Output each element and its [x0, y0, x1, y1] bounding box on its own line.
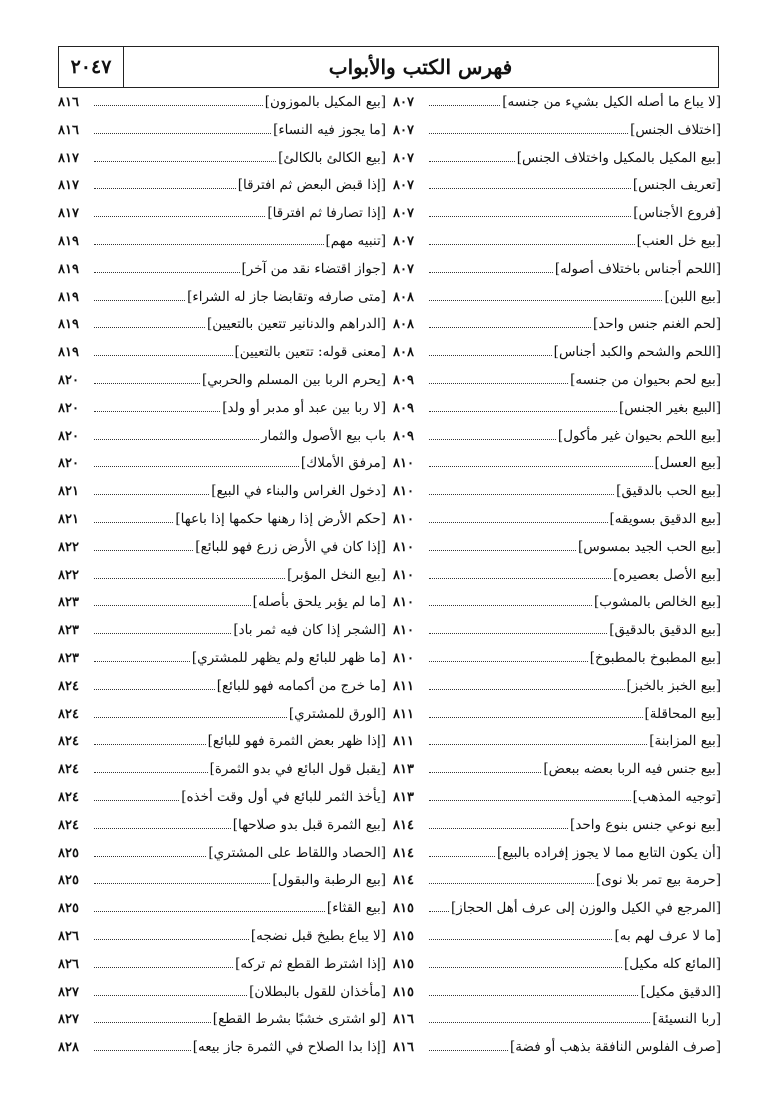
index-entry [393, 316, 721, 344]
index-entry [393, 1039, 721, 1067]
dot-leader [94, 967, 233, 968]
entry-page-number: ٨٠٧ [393, 122, 414, 138]
entry-page-number: ٨١١ [393, 678, 414, 694]
entry-title: [بيع لحم بحيوان من جنسه] [570, 371, 721, 388]
entry-title: [بيع خل العنب] [636, 232, 721, 249]
entry-title: [اختلاف الجنس] [630, 121, 721, 138]
dot-leader [429, 828, 568, 829]
entry-page-number: ٨١٥ [393, 928, 414, 944]
dot-leader [429, 1050, 508, 1051]
entry-page-number: ٨٢٧ [58, 1012, 79, 1028]
entry-page-number: ٨٢٥ [58, 901, 79, 917]
dot-leader [429, 883, 594, 884]
index-entry [58, 817, 386, 845]
entry-page-number: ٨٢٤ [58, 762, 79, 778]
entry-title: [بيع الخالص بالمشوب] [594, 594, 721, 611]
entry-page-number: ٨٢٠ [58, 400, 79, 416]
entry-page-number: ٨١٠ [393, 595, 414, 611]
entry-title: [البيع بغير الجنس] [619, 399, 721, 416]
index-entry [393, 94, 721, 122]
index-entry [393, 372, 721, 400]
index-entry [393, 261, 721, 289]
entry-page-number: ٨٠٩ [393, 372, 414, 388]
entry-title: [الدراهم والدنانير تتعين بالتعيين] [206, 316, 386, 333]
index-entry [58, 344, 386, 372]
entry-page-number: ٨٢٤ [58, 678, 79, 694]
dot-leader [429, 939, 612, 940]
dot-leader [429, 188, 631, 189]
entry-title: [إذا اشترط القطع ثم تركه] [235, 955, 386, 972]
entry-title: [مأخذان للقول بالبطلان] [249, 983, 386, 1000]
index-entry [393, 733, 721, 761]
entry-title: [ما خرج من أكمامه فهو للبائع] [216, 677, 386, 694]
entry-title: [إذا ظهر بعض الثمرة فهو للبائع] [207, 733, 386, 750]
entry-title: [الدقيق مكيل] [640, 983, 721, 1000]
dot-leader [94, 800, 179, 801]
index-entry [58, 733, 386, 761]
entry-title: [بيع اللحم بحيوان غير مأكول] [557, 427, 721, 444]
dot-leader [429, 272, 553, 273]
entry-page-number: ٨٢٢ [58, 539, 79, 555]
index-entry [58, 177, 386, 205]
entry-page-number: ٨١٥ [393, 901, 414, 917]
entry-title: [بيع المكيل بالموزون] [264, 94, 386, 110]
entry-page-number: ٨٢٤ [58, 789, 79, 805]
index-entry [58, 372, 386, 400]
entry-page-number: ٨٠٧ [393, 95, 414, 110]
entry-title: [بيع الكالئ بالكالئ] [278, 149, 386, 166]
index-entry [58, 928, 386, 956]
entry-page-number: ٨١٧ [58, 150, 79, 166]
dot-leader [429, 605, 592, 606]
dot-leader [429, 300, 662, 301]
index-entry [58, 956, 386, 984]
dot-leader [429, 800, 631, 801]
entry-title: [الشجر إذا كان فيه ثمر باد] [233, 622, 386, 639]
entry-title: [بيع الحب الجيد بمسوس] [577, 538, 721, 555]
entry-page-number: ٨١٠ [393, 623, 414, 639]
entry-title: [ما لم يؤبر يلحق بأصله] [252, 594, 386, 611]
index-entry [58, 567, 386, 595]
index-entry [393, 205, 721, 233]
entry-page-number: ٨١٩ [58, 289, 79, 305]
entry-title: [بيع الدقيق بسويقه] [609, 510, 721, 527]
entry-page-number: ٨٠٩ [393, 400, 414, 416]
entry-title: [بيع نوعي جنس بنوع واحد] [570, 816, 721, 833]
dot-leader [429, 494, 614, 495]
dot-leader [429, 911, 449, 912]
entry-page-number: ٨١٥ [393, 984, 414, 1000]
entry-title: [إذا قبض البعض ثم افترقا] [237, 177, 386, 194]
index-entry [58, 122, 386, 150]
entry-page-number: ٨١٩ [58, 317, 79, 333]
dot-leader [429, 967, 622, 968]
index-entry [393, 594, 721, 622]
entry-page-number: ٨٠٧ [393, 178, 414, 194]
index-entry [393, 483, 721, 511]
entry-title: [اللحم أجناس باختلاف أصوله] [554, 260, 721, 277]
dot-leader [429, 1022, 650, 1023]
dot-leader [429, 995, 638, 996]
index-entry [58, 233, 386, 261]
entry-title: [المائع كله مكيل] [624, 955, 721, 972]
dot-leader [429, 383, 568, 384]
entry-title: [اللحم والشحم والكبد أجناس] [553, 344, 721, 361]
index-entry [393, 344, 721, 372]
entry-page-number: ٨٢٣ [58, 623, 79, 639]
entry-title: [بيع الأصل بعصيره] [613, 566, 721, 583]
dot-leader [429, 522, 608, 523]
index-entry [58, 845, 386, 873]
entry-page-number: ٨١٠ [393, 567, 414, 583]
index-entry [393, 928, 721, 956]
index-entry [393, 539, 721, 567]
entry-title: [بيع اللبن] [664, 288, 721, 305]
dot-leader [94, 161, 276, 162]
dot-leader [429, 439, 556, 440]
index-entry [393, 956, 721, 984]
dot-leader [429, 244, 635, 245]
entry-title: [صرف الفلوس النافقة بذهب أو فضة] [510, 1039, 721, 1056]
entry-page-number: ٨٠٨ [393, 289, 414, 305]
dot-leader [94, 272, 240, 273]
dot-leader [94, 883, 270, 884]
entry-title: [يأخذ الثمر للبائع في أول وقت أخذه] [181, 788, 386, 805]
entry-title: [بيع المطبوخ بالمطبوخ] [589, 649, 721, 666]
index-entry [393, 150, 721, 178]
entry-page-number: ٨٢١ [58, 484, 79, 500]
entry-page-number: ٨١٠ [393, 456, 414, 472]
entry-title: [إذا تصارفا ثم افترقا] [267, 205, 386, 222]
index-entry [393, 817, 721, 845]
dot-leader [94, 717, 287, 718]
entry-page-number: ٨٢٥ [58, 845, 79, 861]
entry-page-number: ٨١٠ [393, 484, 414, 500]
index-entry [58, 650, 386, 678]
index-entry [393, 289, 721, 317]
dot-leader [94, 995, 247, 996]
entry-title: [الحصاد واللقاط على المشتري] [208, 844, 386, 861]
index-entry [58, 289, 386, 317]
entry-page-number: ٨١٤ [393, 845, 414, 861]
entry-title: [بيع الثمرة قبل بدو صلاحها] [232, 816, 386, 833]
dot-leader [429, 661, 588, 662]
entry-title: [يحرم الربا بين المسلم والحربي] [202, 371, 386, 388]
entry-title: [بيع العسل] [654, 455, 721, 472]
index-entry [393, 706, 721, 734]
entry-page-number: ٨١٧ [58, 178, 79, 194]
entry-page-number: ٨١١ [393, 734, 414, 750]
dot-leader [94, 439, 259, 440]
dot-leader [94, 856, 206, 857]
entry-title: [بيع النخل المؤبر] [287, 566, 386, 583]
page-title: فهرس الكتب والأبواب [328, 55, 513, 79]
dot-leader [429, 856, 495, 857]
entry-title: [الورق للمشتري] [288, 705, 386, 722]
entry-page-number: ٨١٩ [58, 345, 79, 361]
entry-page-number: ٨٢٣ [58, 595, 79, 611]
entry-page-number: ٨١٤ [393, 873, 414, 889]
entry-title: [فروع الأجناس] [633, 205, 721, 222]
entry-page-number: ٨١٠ [393, 539, 414, 555]
dot-leader [94, 300, 185, 301]
dot-leader [94, 466, 299, 467]
entry-title: [بيع جنس فيه الربا بعضه ببعض] [543, 761, 721, 778]
index-entry [58, 761, 386, 789]
entry-page-number: ٨٢٨ [58, 1040, 79, 1056]
index-entry [58, 1039, 386, 1067]
dot-leader [429, 411, 617, 412]
index-entry [393, 400, 721, 428]
entry-page-number: ٨٠٩ [393, 428, 414, 444]
dot-leader [429, 744, 647, 745]
index-entry [58, 94, 386, 122]
entry-page-number: ٨١٩ [58, 261, 79, 277]
dot-leader [429, 327, 591, 328]
index-entry [393, 789, 721, 817]
entry-page-number: ٨١٣ [393, 789, 414, 805]
index-entry [58, 261, 386, 289]
dot-leader [94, 355, 233, 356]
entry-title: [تعريف الجنس] [632, 177, 721, 194]
dot-leader [429, 772, 541, 773]
index-entry [58, 622, 386, 650]
dot-leader [94, 911, 325, 912]
entry-title: [لا ربا بين عبد أو مدبر أو ولد] [222, 399, 386, 416]
entry-page-number: ٨٠٧ [393, 206, 414, 222]
entry-page-number: ٨٠٨ [393, 345, 414, 361]
dot-leader [94, 744, 206, 745]
index-entry [393, 650, 721, 678]
entry-page-number: ٨١٩ [58, 233, 79, 249]
page-header [58, 46, 719, 88]
dot-leader [94, 1022, 211, 1023]
entry-title: [ما لا عرف لهم به] [614, 927, 721, 944]
entry-title: [توجيه المذهب] [632, 788, 721, 805]
index-entry [58, 789, 386, 817]
index-entry [58, 539, 386, 567]
index-entry [393, 845, 721, 873]
entry-page-number: ٨١٦ [393, 1040, 414, 1056]
dot-leader [94, 105, 263, 106]
entry-page-number: ٨٢٣ [58, 650, 79, 666]
entry-title: [تنبيه مهم] [325, 232, 386, 249]
dot-leader [94, 216, 265, 217]
entry-title: [أن يكون التابع مما لا يجوز إفراده بالبيع] [497, 844, 721, 861]
dot-leader [94, 411, 220, 412]
index-entry [393, 428, 721, 456]
entry-title: [إذا بدا الصلاح في الثمرة جاز بيعه] [192, 1039, 386, 1056]
dot-leader [429, 161, 515, 162]
entry-page-number: ٨٢٥ [58, 873, 79, 889]
entry-title: [جواز اقتضاء نقد من آخر] [241, 260, 386, 277]
index-entry [58, 483, 386, 511]
dot-leader [429, 216, 631, 217]
index-entry [393, 1011, 721, 1039]
entry-title: [لحم الغنم جنس واحد] [593, 316, 721, 333]
entry-title: [بيع الرطبة والبقول] [272, 872, 386, 889]
entry-title: [مرفق الأملاك] [300, 455, 386, 472]
index-entry [58, 594, 386, 622]
entry-page-number: ٨١٦ [58, 122, 79, 138]
dot-leader [94, 383, 200, 384]
dot-leader [94, 188, 236, 189]
entry-title: [بيع الحب بالدقيق] [616, 483, 721, 500]
entry-title: باب بيع الأصول والثمار [260, 427, 386, 444]
index-entry [58, 511, 386, 539]
dot-leader [94, 828, 231, 829]
entry-page-number: ٨٢٦ [58, 956, 79, 972]
entry-page-number: ٨١٠ [393, 650, 414, 666]
entry-page-number: ٨٠٧ [393, 150, 414, 166]
dot-leader [429, 578, 611, 579]
index-entry [58, 205, 386, 233]
index-entry [58, 706, 386, 734]
index-entry [393, 122, 721, 150]
entry-title: [بيع الخبز بالخبز] [626, 677, 721, 694]
entry-page-number: ٨١٤ [393, 817, 414, 833]
index-entry [393, 511, 721, 539]
index-entry [58, 872, 386, 900]
index-entry [58, 316, 386, 344]
dot-leader [94, 550, 193, 551]
entry-page-number: ٨٢٤ [58, 734, 79, 750]
dot-leader [94, 939, 249, 940]
dot-leader [429, 550, 576, 551]
entry-title: [يقبل قول البائع في بدو الثمرة] [209, 761, 386, 778]
entry-title: [حرمة بيع تمر بلا نوى] [595, 872, 721, 889]
index-entry [58, 984, 386, 1012]
entry-title: [بيع الدقيق بالدقيق] [609, 622, 721, 639]
entry-title: [لو اشترى خشبًا بشرط القطع] [212, 1011, 386, 1028]
dot-leader [94, 244, 324, 245]
entry-title: [حكم الأرض إذا رهنها حكمها إذا باعها] [175, 510, 386, 527]
entry-page-number: ٨١٧ [58, 206, 79, 222]
entry-title: [إذا كان في الأرض زرع فهو للبائع] [195, 538, 386, 555]
entry-title: [دخول الغراس والبناء في البيع] [211, 483, 386, 500]
index-entry [58, 678, 386, 706]
dot-leader [429, 689, 625, 690]
dot-leader [429, 633, 607, 634]
dot-leader [94, 327, 205, 328]
entry-page-number: ٨٢٦ [58, 928, 79, 944]
entry-title: [لا يباع بطيخ قبل نضجه] [250, 927, 386, 944]
entry-page-number: ٨١٠ [393, 511, 414, 527]
index-column-left [58, 94, 386, 1094]
index-entry [58, 1011, 386, 1039]
dot-leader [429, 466, 653, 467]
index-entry [393, 233, 721, 261]
index-entry [58, 455, 386, 483]
entry-page-number: ٨١١ [393, 706, 414, 722]
dot-leader [429, 133, 628, 134]
entry-page-number: ٨٢٧ [58, 984, 79, 1000]
index-column-right [393, 94, 721, 1094]
dot-leader [94, 494, 209, 495]
entry-page-number: ٨١٦ [393, 1012, 414, 1028]
dot-leader [94, 1050, 191, 1051]
dot-leader [94, 633, 231, 634]
entry-page-number: ٨٢٤ [58, 706, 79, 722]
index-entry [393, 567, 721, 595]
entry-page-number: ٨٢٢ [58, 567, 79, 583]
index-entry [58, 428, 386, 456]
entry-title: [المرجع في الكيل والوزن إلى عرف أهل الحجاز] [451, 900, 721, 917]
entry-page-number: ٨١٥ [393, 956, 414, 972]
entry-title: [ما ظهر للبائع ولم يظهر للمشتري] [191, 649, 386, 666]
entry-title: [بيع المكيل بالمكيل واختلاف الجنس] [516, 149, 721, 166]
index-entry [393, 900, 721, 928]
index-entry [393, 622, 721, 650]
index-entry [58, 400, 386, 428]
dot-leader [94, 772, 208, 773]
dot-leader [94, 605, 251, 606]
entry-title: [ربا النسيئة] [652, 1011, 721, 1028]
entry-page-number: ٨٠٨ [393, 317, 414, 333]
dot-leader [429, 355, 552, 356]
entry-page-number: ٨١٣ [393, 762, 414, 778]
dot-leader [429, 105, 500, 106]
entry-page-number: ٨٠٧ [393, 261, 414, 277]
entry-title: [بيع المحاقلة] [644, 705, 721, 722]
entry-page-number: ٨٢١ [58, 511, 79, 527]
entry-page-number: ٨٢٤ [58, 817, 79, 833]
dot-leader [94, 661, 190, 662]
entry-page-number: ٨٢٠ [58, 456, 79, 472]
index-entry [393, 678, 721, 706]
dot-leader [429, 717, 643, 718]
index-entry [393, 761, 721, 789]
entry-title: [بيع المزابنة] [649, 733, 721, 750]
index-entry [393, 872, 721, 900]
entry-title: [بيع القثاء] [326, 900, 386, 917]
entry-page-number: ٨٢٠ [58, 428, 79, 444]
index-entry [58, 150, 386, 178]
page-number: ٢٠٤٧ [59, 47, 124, 87]
index-entry [393, 455, 721, 483]
index-entry [393, 984, 721, 1012]
entry-page-number: ٨٠٧ [393, 233, 414, 249]
index-entry [58, 900, 386, 928]
entry-title: [متى صارفه وتقابضا جاز له الشراء] [187, 288, 386, 305]
dot-leader [94, 133, 271, 134]
entry-title: [لا يباع ما أصله الكيل بشيء من جنسه] [502, 94, 721, 110]
dot-leader [94, 578, 285, 579]
entry-title: [ما يجوز فيه النساء] [273, 121, 386, 138]
dot-leader [94, 689, 215, 690]
dot-leader [94, 522, 173, 523]
index-entry [393, 177, 721, 205]
entry-page-number: ٨٢٠ [58, 372, 79, 388]
entry-title: [معنى قوله: تتعين بالتعيين] [234, 344, 386, 361]
entry-page-number: ٨١٦ [58, 95, 79, 110]
